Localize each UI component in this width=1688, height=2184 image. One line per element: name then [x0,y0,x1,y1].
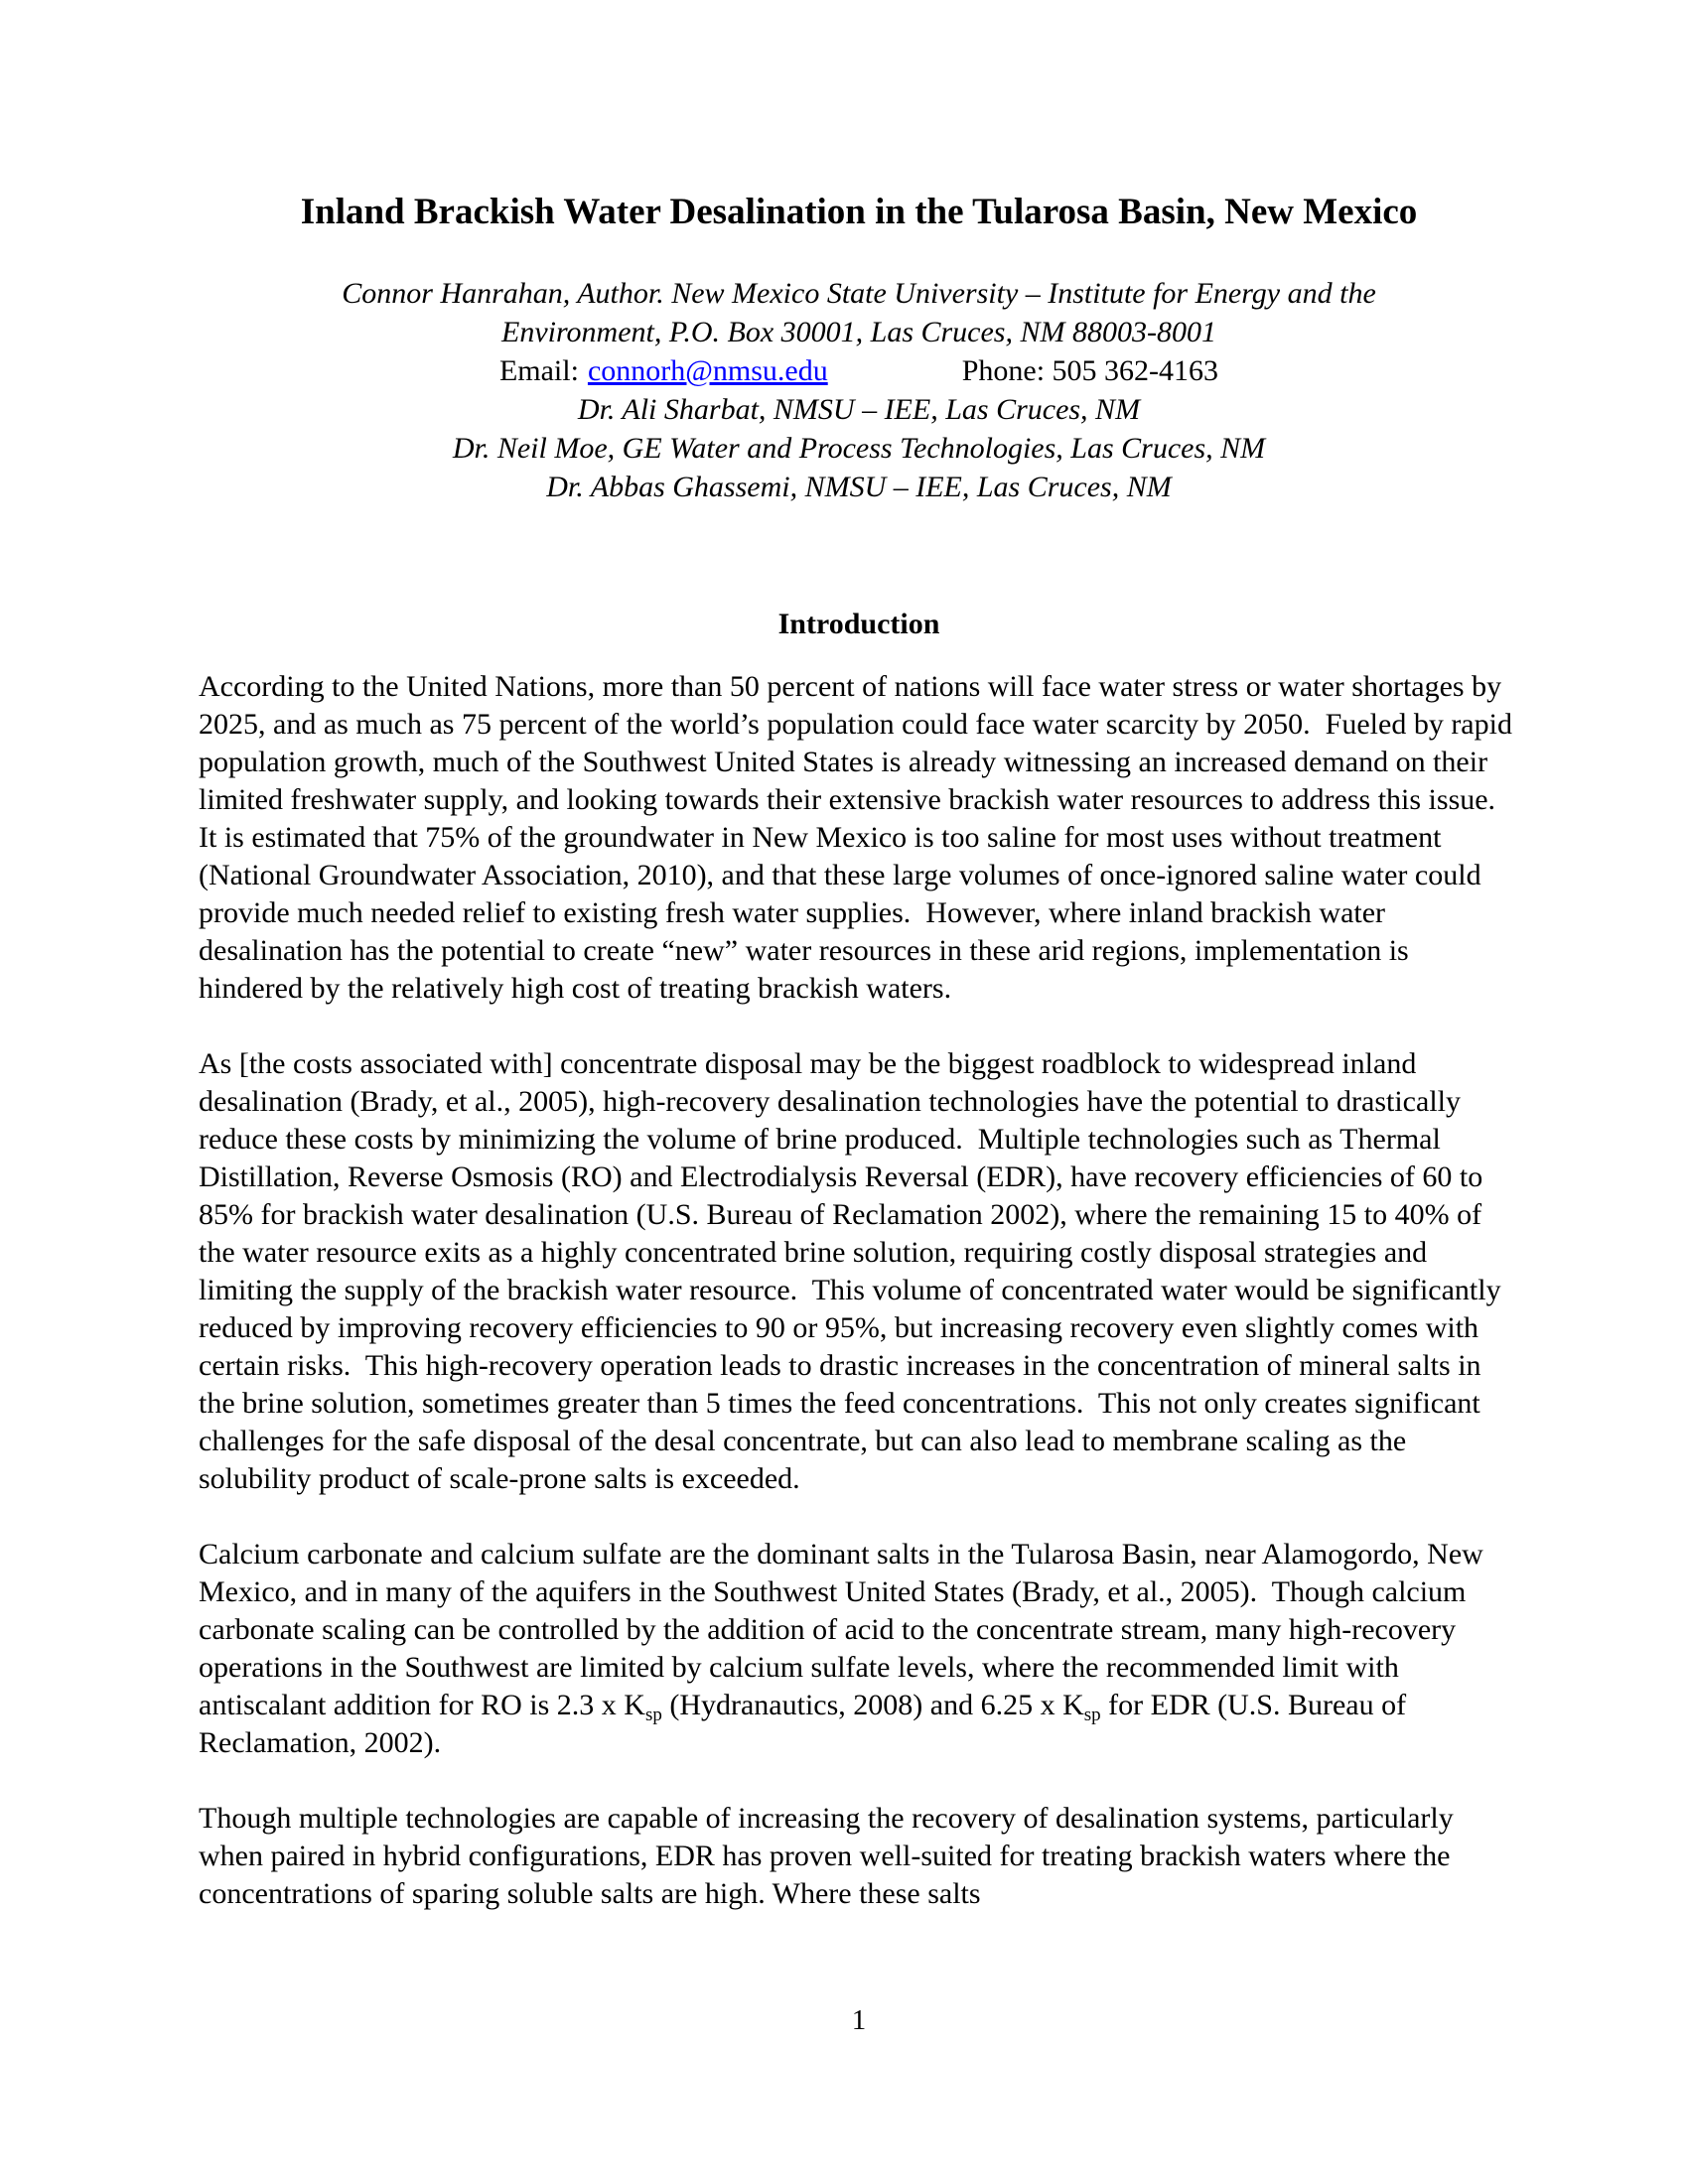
page-number: 1 [851,2004,867,2036]
coauthor-line-1: Dr. Ali Sharbat, NMSU – IEE, Las Cruces, NM [577,393,1141,426]
paragraph-3-text-a: Calcium carbonate and calcium sulfate are the dominant salts in the Tularosa Basin, near Alamogordo, New Mexico, and in many of the aquifers in the Southwest United States (Brady, et al., 2005). Though calcium carbonate scaling can be controlled by the addition of acid to the concentrate stream, many high-recovery operations in the Southwest are limited by calcium sulfate levels, where the recommended limit with antiscalant addition for RO is 2.3 x K [199,1538,1491,1721]
coauthor-line-2: Dr. Neil Moe, GE Water and Process Technologies, Las Cruces, NM [452,432,1266,465]
author-affiliation-line-1: Connor Hanrahan, Author. New Mexico State University – Institute for Energy and the [342,277,1376,310]
ksp-subscript-2: sp [1083,1705,1101,1725]
section-heading-introduction: Introduction [777,608,940,640]
email-link[interactable]: connorh@nmsu.edu [587,354,828,387]
paragraph-3-text-c: for EDR (U.S. Bureau of Reclamation, 2002). [199,1689,1414,1759]
paragraph-4: Though multiple technologies are capable of increasing the recovery of desalination systems, particularly when paired in hybrid configurations, EDR has proven well-suited for treating brackish waters where the concentrations of sparing soluble salts are high. Where these salts [199,1802,1462,1910]
paragraph-2: As [the costs associated with] concentrate disposal may be the biggest roadblock to widespread inland desalination (Brady, et al., 2005), high-recovery desalination technologies have the potential to drastically reduce these costs by minimizing the volume of brine produced. Multiple technologies such as Thermal Distillation, Reverse Osmosis (RO) and Electrodialysis Reversal (EDR), have recovery efficiencies of 60 to 85% for brackish water desalination (U.S. Bureau of Reclamation 2002), where the remaining 15 to 40% of the water resource exits as a highly concentrated brine solution, requiring costly disposal strategies and limiting the supply of the brackish water resource. This volume of concentrated water would be significantly reduced by improving recovery efficiencies to 90 or 95%, but increasing recovery even slightly comes with certain risks. This high-recovery operation leads to drastic increases in the concentration of mineral salts in the brine solution, sometimes greater than 5 times the feed concentrations. This not only creates significant challenges for the safe disposal of the desal concentrate, but can also lead to membrane scaling as the solubility product of scale-prone salts is exceeded. [199,1047,1509,1495]
paper-title: Inland Brackish Water Desalination in the Tularosa Basin, New Mexico [300,192,1418,232]
ksp-subscript-1: sp [644,1705,662,1725]
paragraph-1: According to the United Nations, more than 50 percent of nations will face water stress or water shortages by 2025, and as much as 75 percent of the world’s population could face water scarcity by 2050. Fueled by rapid population growth, much of the Southwest United States is already witnessing an increased demand on their limited freshwater supply, and looking towards their extensive brackish water resources to address this issue. It is estimated that 75% of the groundwater in New Mexico is too saline for most uses without treatment (National Groundwater Association, 2010), and that these large volumes of once-ignored saline water could provide much needed relief to existing fresh water supplies. However, where inland brackish water desalination has the potential to create “new” water resources in these arid regions, implementation is hindered by the relatively high cost of treating brackish waters. [199,670,1520,1005]
paragraph-3-text-b: (Hydranautics, 2008) and 6.25 x K [661,1689,1084,1721]
coauthor-line-3: Dr. Abbas Ghassemi, NMSU – IEE, Las Cruces, NM [546,471,1172,503]
contact-line [199,351,1519,390]
author-affiliation-line-2: Environment, P.O. Box 30001, Las Cruces, NM 88003-8001 [501,316,1216,348]
phone-number: Phone: 505 362-4163 [961,354,1219,387]
paragraph-3 [199,1536,1519,1762]
email-label: Email: [498,354,579,387]
